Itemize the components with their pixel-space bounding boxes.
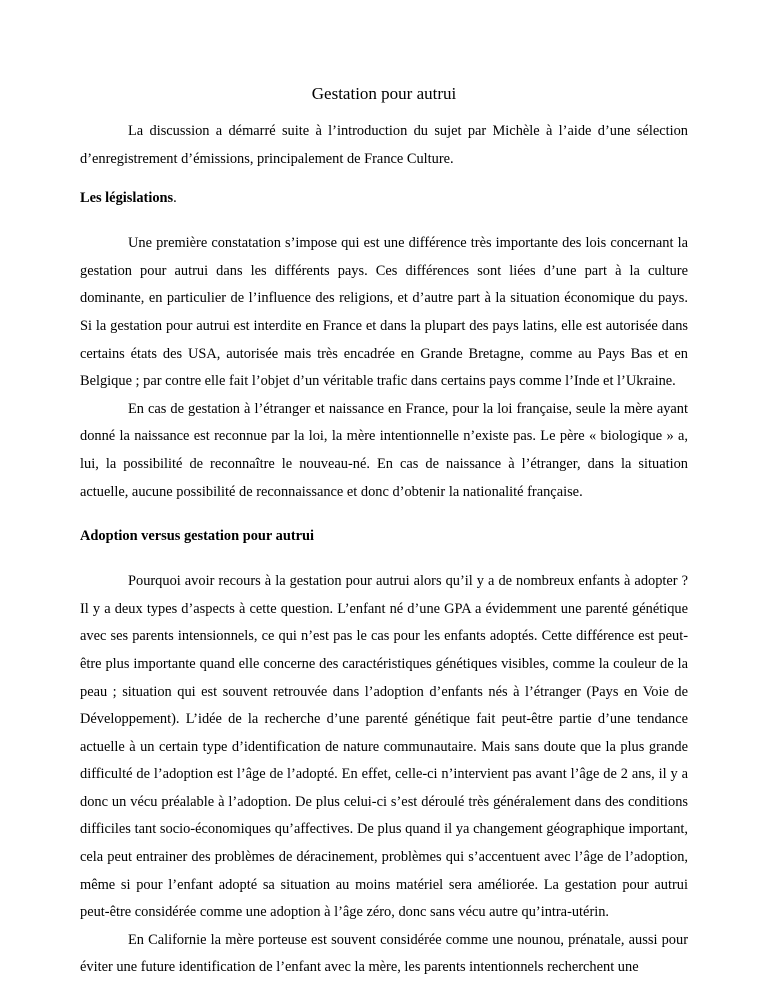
document-title: Gestation pour autrui [311, 84, 457, 103]
adoption-paragraph-1: Pourquoi avoir recours à la gestation pour autrui alors qu’il y a de nombreux enfants à adopter ? Il y a deux types d’aspects à cette question. L’enfant né d’une GPA a évidemment une parenté génétique avec ses parents intensionnels, ce qui n’est pas le cas pour les enfants adoptés. Cette différence est peut-être plus importante quand elle concerne des caractéristiques génétiques visibles, comme la couleur de la peau ; situation qui est souvent retrouvée dans l’adoption d’enfants nés à l’étranger (Pays en Voie de Développement). L’idée de la recherche d’une parenté génétique fait peut-être partie d’une tendance actuelle à un certain type d’identification de nature communautaire. Mais sans doute que la plus grande difficulté de l’adoption est l’âge de l’adopté. En effet, celle-ci n’intervient pas avant l’âge de 2 ans, il y a donc un vécu préalable à l’adoption. De plus celui-ci s’est déroulé très généralement dans des conditions difficiles tant socio-économiques qu’affectives. De plus quand il ya changement géographique important, cela peut entrainer des problèmes de déracinement, problèmes qui s’accentuent avec l’âge de l’adoption, même si pour l’enfant adopté sa situation au moins matériel sera améliorée. La gestation pour autrui peut-être considérée comme une adoption à l’âge zéro, donc sans vécu autre qu’intra-utérin. [80, 573, 688, 921]
adoption-paragraph-2: En Californie la mère porteuse est souvent considérée comme une nounou, prénatale, aussi pour éviter une future identification de l’enfant avec la mère, les parents intentionnels recherchent une [80, 931, 688, 976]
legislations-paragraph-2: En cas de gestation à l’étranger et naissance en France, pour la loi française, seule la mère ayant donné la naissance est reconnue par la loi, la mère intentionnelle n’existe pas. Le père « biologique » a, lui, la possibilité de reconnaître le nouveau-né. En cas de naissance à l’étranger, dans la situation actuelle, aucune possibilité de reconnaissance et donc d’obtenir la nationalité française. [80, 400, 688, 500]
legislations-paragraph-1: Une première constatation s’impose qui est une différence très importante des lois concernant la gestation pour autrui dans les différents pays. Ces différences sont liées d’une part à la culture dominante, en particulier de l’influence des religions, et d’autre part à la situation économique du pays. Si la gestation pour autrui est interdite en France et dans la plupart des pays latins, elle est autorisée dans certains états des USA, autorisée mais très encadrée en Grande Bretagne, comme au Pays Bas et en Belgique ; par contre elle fait l’objet d’un véritable trafic dans certains pays comme l’Inde et l’Ukraine. [80, 235, 688, 390]
intro-paragraph: La discussion a démarré suite à l’introduction du sujet par Michèle à l’aide d’une sélection d’enregistrement d’émissions, principalement de France Culture. [80, 123, 688, 167]
document-body [80, 84, 688, 982]
section-heading-legislations-text: Les législations [80, 190, 174, 207]
section-heading-legislations-punct: . [173, 190, 177, 207]
section-heading-legislations [80, 188, 688, 208]
section-heading-adoption: Adoption versus gestation pour autrui [80, 528, 315, 545]
